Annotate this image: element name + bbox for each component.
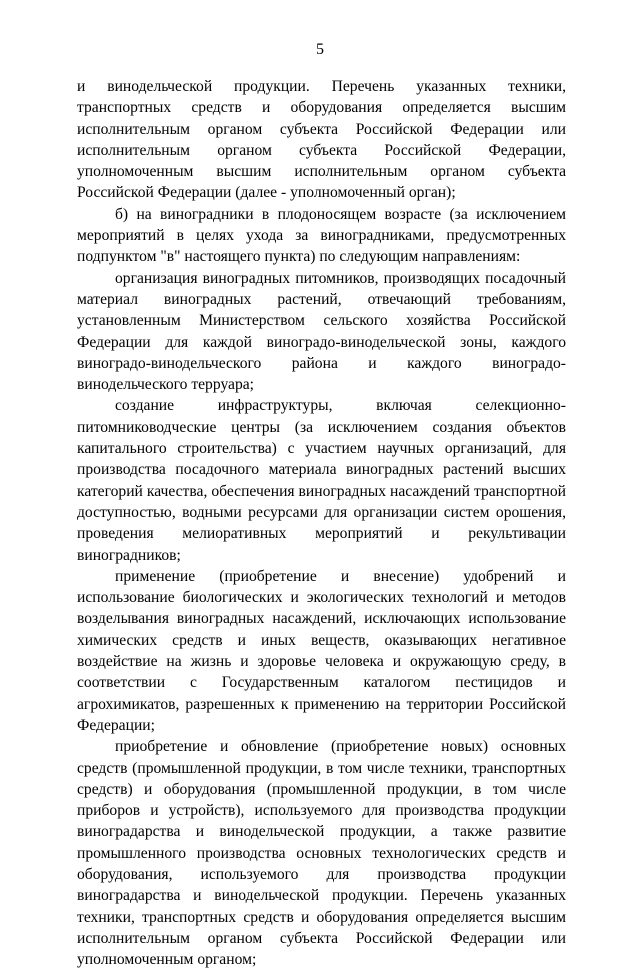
page-number: 5 [316, 41, 324, 58]
document-body [77, 76, 566, 970]
paragraph-continuation: и винодельческой продукции. Перечень указанных техники, транспортных средств и оборудования определяется высшим исполнительным органом субъекта Российской Федерации или исполнительным органом субъекта Российской Федерации, уполномоченным высшим исполнительным органом субъекта Российской Федерации (далее - уполномоченный орган); [77, 78, 566, 202]
paragraph-equipment: приобретение и обновление (приобретение новых) основных средств (промышленной продукции, в том числе техники, транспортных средств) и оборудования (промышленной продукции, в том числе приборов и устройств), используемого для производства продукции виноградарства и винодельческой продукции, а также развитие промышленного производства основных технологических средств и оборудования, используемого для производства продукции виноградарства и винодельческой продукции. Перечень указанных техники, транспортных средств и оборудования определяется высшим исполнительным органом субъекта Российской Федерации или уполномоченным органом; [77, 738, 566, 969]
paragraph-fertilizers: применение (приобретение и внесение) удобрений и использование биологических и экологических технологий и методов возделывания виноградных насаждений, исключающих использование химических средств и иных веществ, оказывающих негативное воздействие на жизнь и здоровье человека и окружающую среду, в соответствии с Государственным каталогом пестицидов и агрохимикатов, разрешенных к применению на территории Российской Федерации; [77, 567, 566, 734]
paragraph-nurseries: организация виноградных питомников, производящих посадочный материал виноградных растений, отвечающий требованиям, установленным Министерством сельского хозяйства Российской Федерации для каждой виноградо-винодельческой зоны, каждого виноградо-винодельческого района и каждого виноградо-винодельческого терруара; [77, 269, 566, 394]
paragraph-infrastructure: создание инфраструктуры, включая селекционно-питомниководческие центры (за исключением создания объектов капитального строительства) с участием научных организаций, для производства посадочного материала виноградных растений высших категорий качества, обеспечения виноградных насаждений транспортной доступностью, водными ресурсами для организации систем орошения, проведения мелиоративных мероприятий и рекультивации виноградников; [77, 397, 566, 564]
paragraph-subitem-b: б) на виноградники в плодоносящем возрасте (за исключением мероприятий в целях ухода за виноградниками, предусмотренных подпунктом "в" настоящего пункта) по следующим направлениям: [77, 205, 566, 266]
